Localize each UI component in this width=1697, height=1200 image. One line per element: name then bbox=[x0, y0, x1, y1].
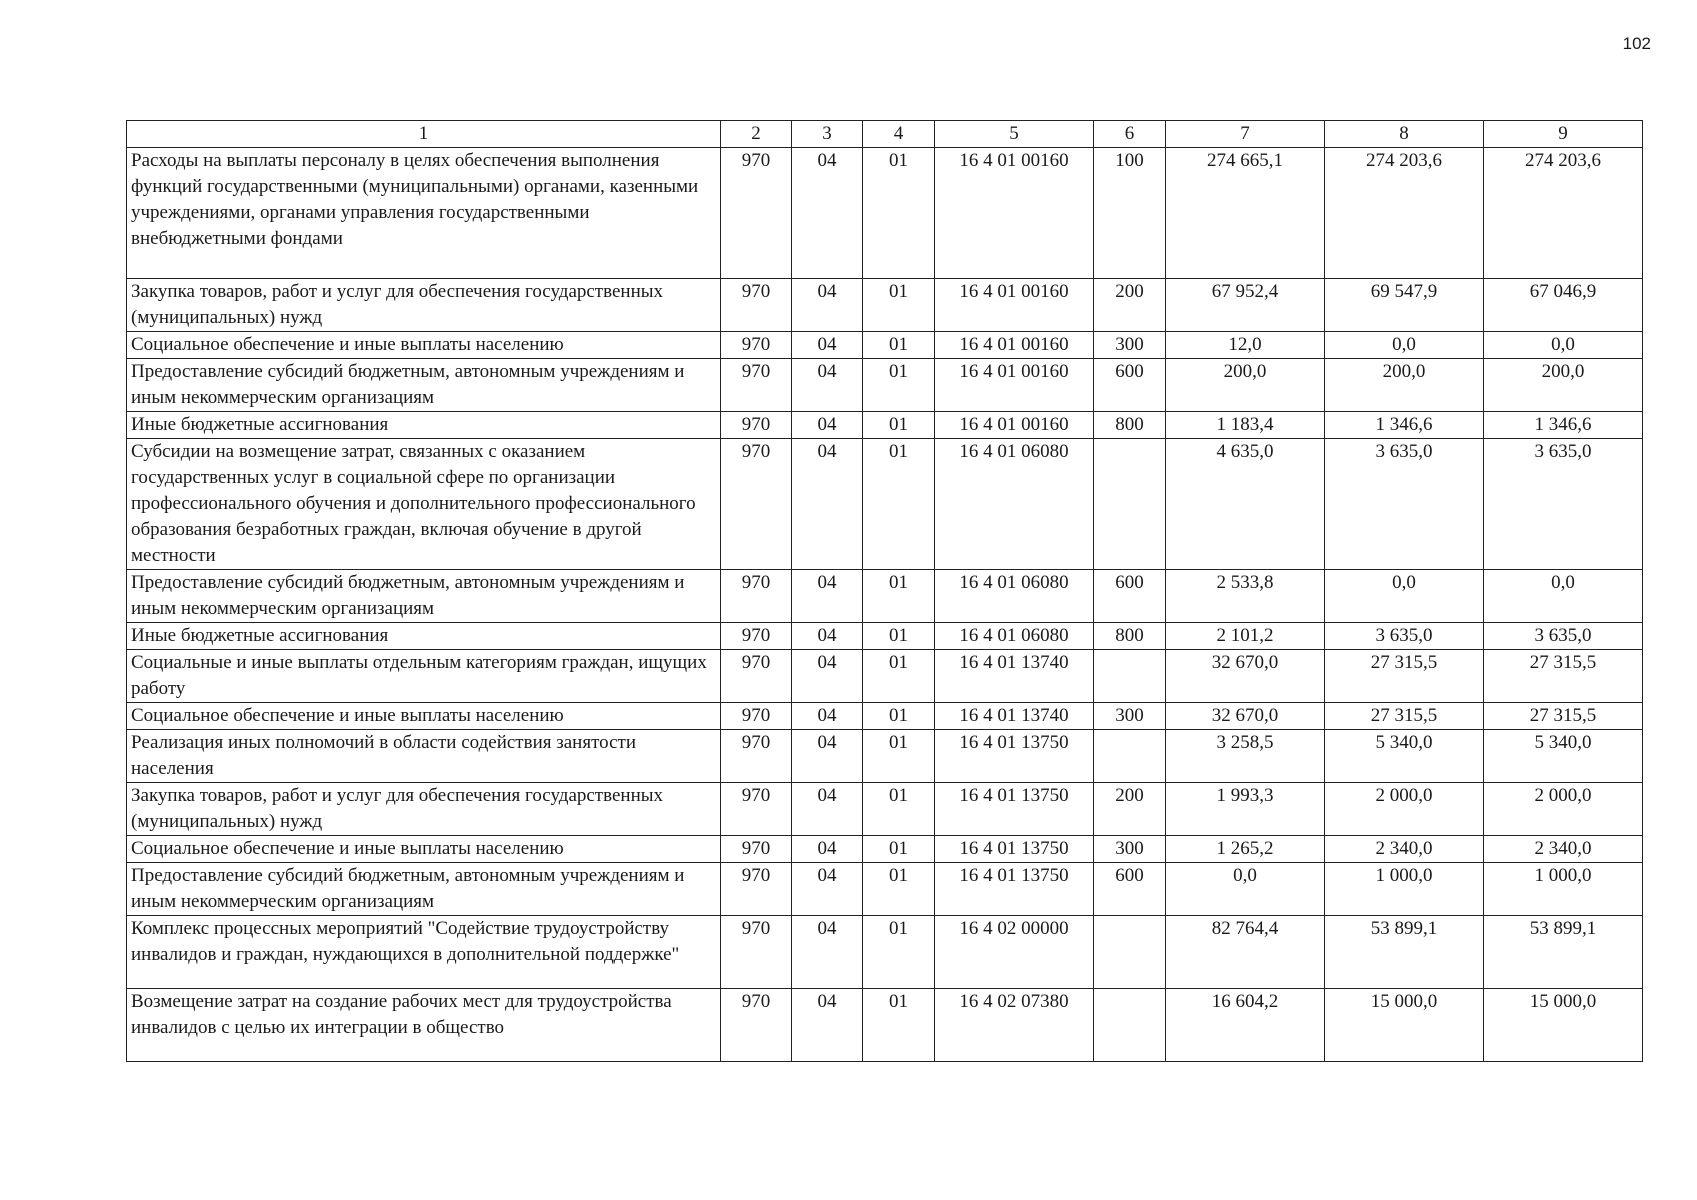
row-code-cell bbox=[1094, 989, 1166, 1062]
row-code-cell: 16 4 01 13740 bbox=[935, 650, 1094, 703]
row-code-cell: 01 bbox=[863, 836, 935, 863]
row-amount-cell: 1 265,2 bbox=[1166, 836, 1325, 863]
row-amount-cell: 12,0 bbox=[1166, 332, 1325, 359]
row-amount-cell: 16 604,2 bbox=[1166, 989, 1325, 1062]
row-code-cell: 970 bbox=[721, 332, 792, 359]
row-amount-cell: 67 046,9 bbox=[1484, 279, 1643, 332]
table-row bbox=[127, 279, 1643, 332]
row-code-cell: 04 bbox=[792, 783, 863, 836]
row-name-cell: Социальное обеспечение и иные выплаты населению bbox=[127, 703, 721, 730]
header-cell: 9 bbox=[1484, 121, 1643, 148]
row-amount-cell: 3 635,0 bbox=[1484, 623, 1643, 650]
row-name-cell: Иные бюджетные ассигнования bbox=[127, 623, 721, 650]
row-code-cell: 04 bbox=[792, 332, 863, 359]
row-amount-cell: 3 258,5 bbox=[1166, 730, 1325, 783]
header-cell: 5 bbox=[935, 121, 1094, 148]
row-amount-cell: 1 993,3 bbox=[1166, 783, 1325, 836]
row-amount-cell: 3 635,0 bbox=[1325, 439, 1484, 570]
row-amount-cell: 200,0 bbox=[1166, 359, 1325, 412]
row-code-cell: 300 bbox=[1094, 836, 1166, 863]
row-code-cell: 04 bbox=[792, 623, 863, 650]
row-code-cell: 04 bbox=[792, 916, 863, 989]
row-name-cell: Социальное обеспечение и иные выплаты населению bbox=[127, 836, 721, 863]
row-name-cell: Закупка товаров, работ и услуг для обеспечения государственных (муниципальных) нужд bbox=[127, 783, 721, 836]
row-code-cell bbox=[1094, 916, 1166, 989]
row-code-cell bbox=[1094, 439, 1166, 570]
row-name-cell: Субсидии на возмещение затрат, связанных с оказанием государственных услуг в социальной сфере по организации профессионального обучения и дополнительного профессионального образования безработных граждан, включая обучение в другой местности bbox=[127, 439, 721, 570]
row-amount-cell: 1 000,0 bbox=[1484, 863, 1643, 916]
row-code-cell: 200 bbox=[1094, 783, 1166, 836]
row-code-cell: 600 bbox=[1094, 570, 1166, 623]
row-name-cell: Социальное обеспечение и иные выплаты населению bbox=[127, 332, 721, 359]
row-amount-cell: 1 346,6 bbox=[1325, 412, 1484, 439]
row-amount-cell: 15 000,0 bbox=[1325, 989, 1484, 1062]
row-amount-cell: 2 000,0 bbox=[1484, 783, 1643, 836]
row-code-cell: 04 bbox=[792, 703, 863, 730]
row-code-cell: 970 bbox=[721, 279, 792, 332]
row-code-cell: 01 bbox=[863, 730, 935, 783]
row-code-cell: 01 bbox=[863, 703, 935, 730]
page-number: 102 bbox=[1622, 34, 1651, 53]
row-amount-cell: 0,0 bbox=[1325, 332, 1484, 359]
table-body bbox=[127, 148, 1643, 1062]
row-code-cell: 970 bbox=[721, 148, 792, 279]
row-name-cell: Комплекс процессных мероприятий "Содействие трудоустройству инвалидов и граждан, нуждающихся в дополнительной поддержке" bbox=[127, 916, 721, 989]
row-amount-cell: 0,0 bbox=[1325, 570, 1484, 623]
row-name-cell: Социальные и иные выплаты отдельным категориям граждан, ищущих работу bbox=[127, 650, 721, 703]
table-row bbox=[127, 332, 1643, 359]
row-amount-cell: 274 203,6 bbox=[1484, 148, 1643, 279]
row-code-cell: 16 4 01 13750 bbox=[935, 836, 1094, 863]
row-code-cell: 01 bbox=[863, 623, 935, 650]
table-row bbox=[127, 703, 1643, 730]
row-amount-cell: 2 101,2 bbox=[1166, 623, 1325, 650]
row-name-cell: Закупка товаров, работ и услуг для обеспечения государственных (муниципальных) нужд bbox=[127, 279, 721, 332]
row-amount-cell: 27 315,5 bbox=[1325, 703, 1484, 730]
budget-table bbox=[126, 120, 1643, 1062]
row-amount-cell: 2 340,0 bbox=[1325, 836, 1484, 863]
row-amount-cell: 2 340,0 bbox=[1484, 836, 1643, 863]
table-row bbox=[127, 730, 1643, 783]
row-amount-cell: 0,0 bbox=[1484, 332, 1643, 359]
table-row bbox=[127, 439, 1643, 570]
row-code-cell: 970 bbox=[721, 359, 792, 412]
row-amount-cell: 1 183,4 bbox=[1166, 412, 1325, 439]
row-code-cell: 16 4 01 13750 bbox=[935, 730, 1094, 783]
row-amount-cell: 15 000,0 bbox=[1484, 989, 1643, 1062]
row-code-cell: 970 bbox=[721, 916, 792, 989]
row-code-cell: 970 bbox=[721, 863, 792, 916]
row-code-cell: 04 bbox=[792, 863, 863, 916]
row-amount-cell: 67 952,4 bbox=[1166, 279, 1325, 332]
row-code-cell: 16 4 01 00160 bbox=[935, 359, 1094, 412]
row-code-cell: 01 bbox=[863, 783, 935, 836]
row-amount-cell: 3 635,0 bbox=[1325, 623, 1484, 650]
row-code-cell: 970 bbox=[721, 783, 792, 836]
row-code-cell: 04 bbox=[792, 148, 863, 279]
row-code-cell: 600 bbox=[1094, 359, 1166, 412]
row-code-cell: 04 bbox=[792, 570, 863, 623]
row-name-cell: Предоставление субсидий бюджетным, автономным учреждениям и иным некоммерческим организациям bbox=[127, 570, 721, 623]
row-code-cell: 01 bbox=[863, 359, 935, 412]
header-row bbox=[127, 121, 1643, 148]
row-code-cell: 04 bbox=[792, 359, 863, 412]
row-code-cell: 01 bbox=[863, 989, 935, 1062]
row-code-cell: 16 4 02 00000 bbox=[935, 916, 1094, 989]
row-name-cell: Расходы на выплаты персоналу в целях обеспечения выполнения функций государственными (муниципальными) органами, казенными учреждениями, органами управления государственными внебюджетными фондами bbox=[127, 148, 721, 279]
row-code-cell: 970 bbox=[721, 412, 792, 439]
header-cell: 7 bbox=[1166, 121, 1325, 148]
row-amount-cell: 27 315,5 bbox=[1484, 650, 1643, 703]
row-code-cell: 600 bbox=[1094, 863, 1166, 916]
row-code-cell: 970 bbox=[721, 570, 792, 623]
table-row bbox=[127, 989, 1643, 1062]
row-name-cell: Предоставление субсидий бюджетным, автономным учреждениям и иным некоммерческим организациям bbox=[127, 863, 721, 916]
row-code-cell: 04 bbox=[792, 279, 863, 332]
row-code-cell: 970 bbox=[721, 730, 792, 783]
header-cell: 3 bbox=[792, 121, 863, 148]
header-cell: 6 bbox=[1094, 121, 1166, 148]
row-amount-cell: 200,0 bbox=[1484, 359, 1643, 412]
row-code-cell: 04 bbox=[792, 989, 863, 1062]
row-code-cell: 300 bbox=[1094, 332, 1166, 359]
table-row bbox=[127, 359, 1643, 412]
row-code-cell bbox=[1094, 730, 1166, 783]
row-amount-cell: 5 340,0 bbox=[1484, 730, 1643, 783]
row-code-cell: 01 bbox=[863, 650, 935, 703]
row-amount-cell: 3 635,0 bbox=[1484, 439, 1643, 570]
row-code-cell: 01 bbox=[863, 916, 935, 989]
row-code-cell: 01 bbox=[863, 148, 935, 279]
row-amount-cell: 53 899,1 bbox=[1484, 916, 1643, 989]
row-code-cell: 16 4 01 00160 bbox=[935, 279, 1094, 332]
header-cell: 1 bbox=[127, 121, 721, 148]
row-code-cell: 16 4 01 00160 bbox=[935, 332, 1094, 359]
row-code-cell: 970 bbox=[721, 439, 792, 570]
row-name-cell: Иные бюджетные ассигнования bbox=[127, 412, 721, 439]
row-code-cell: 04 bbox=[792, 439, 863, 570]
row-code-cell: 970 bbox=[721, 623, 792, 650]
row-code-cell: 16 4 01 13750 bbox=[935, 863, 1094, 916]
row-code-cell: 16 4 01 00160 bbox=[935, 412, 1094, 439]
table-row bbox=[127, 916, 1643, 989]
table-row bbox=[127, 148, 1643, 279]
row-amount-cell: 0,0 bbox=[1484, 570, 1643, 623]
row-name-cell: Реализация иных полномочий в области содействия занятости населения bbox=[127, 730, 721, 783]
table-row bbox=[127, 650, 1643, 703]
row-code-cell: 16 4 01 06080 bbox=[935, 439, 1094, 570]
row-code-cell: 01 bbox=[863, 863, 935, 916]
row-code-cell: 100 bbox=[1094, 148, 1166, 279]
row-code-cell: 04 bbox=[792, 730, 863, 783]
row-code-cell: 16 4 02 07380 bbox=[935, 989, 1094, 1062]
table-row bbox=[127, 783, 1643, 836]
row-amount-cell: 5 340,0 bbox=[1325, 730, 1484, 783]
row-amount-cell: 82 764,4 bbox=[1166, 916, 1325, 989]
row-code-cell: 01 bbox=[863, 332, 935, 359]
row-amount-cell: 274 665,1 bbox=[1166, 148, 1325, 279]
row-name-cell: Предоставление субсидий бюджетным, автономным учреждениям и иным некоммерческим организациям bbox=[127, 359, 721, 412]
row-amount-cell: 274 203,6 bbox=[1325, 148, 1484, 279]
row-code-cell: 04 bbox=[792, 412, 863, 439]
header-cell: 2 bbox=[721, 121, 792, 148]
table-row bbox=[127, 412, 1643, 439]
row-code-cell: 04 bbox=[792, 836, 863, 863]
row-code-cell: 800 bbox=[1094, 412, 1166, 439]
row-code-cell: 16 4 01 13740 bbox=[935, 703, 1094, 730]
row-amount-cell: 69 547,9 bbox=[1325, 279, 1484, 332]
row-code-cell: 16 4 01 06080 bbox=[935, 623, 1094, 650]
table-row bbox=[127, 836, 1643, 863]
row-amount-cell: 53 899,1 bbox=[1325, 916, 1484, 989]
row-amount-cell: 0,0 bbox=[1166, 863, 1325, 916]
row-amount-cell: 27 315,5 bbox=[1484, 703, 1643, 730]
row-amount-cell: 2 000,0 bbox=[1325, 783, 1484, 836]
row-name-cell: Возмещение затрат на создание рабочих мест для трудоустройства инвалидов с целью их интеграции в общество bbox=[127, 989, 721, 1062]
row-code-cell: 970 bbox=[721, 989, 792, 1062]
header-cell: 8 bbox=[1325, 121, 1484, 148]
header-cell: 4 bbox=[863, 121, 935, 148]
row-code-cell: 800 bbox=[1094, 623, 1166, 650]
row-code-cell: 16 4 01 00160 bbox=[935, 148, 1094, 279]
row-amount-cell: 32 670,0 bbox=[1166, 650, 1325, 703]
row-code-cell: 970 bbox=[721, 836, 792, 863]
row-code-cell: 01 bbox=[863, 439, 935, 570]
row-code-cell: 16 4 01 06080 bbox=[935, 570, 1094, 623]
row-code-cell: 16 4 01 13750 bbox=[935, 783, 1094, 836]
row-amount-cell: 1 000,0 bbox=[1325, 863, 1484, 916]
row-code-cell: 200 bbox=[1094, 279, 1166, 332]
row-amount-cell: 200,0 bbox=[1325, 359, 1484, 412]
row-code-cell: 970 bbox=[721, 703, 792, 730]
row-code-cell: 04 bbox=[792, 650, 863, 703]
row-amount-cell: 2 533,8 bbox=[1166, 570, 1325, 623]
row-code-cell: 01 bbox=[863, 570, 935, 623]
table-row bbox=[127, 623, 1643, 650]
row-amount-cell: 32 670,0 bbox=[1166, 703, 1325, 730]
row-code-cell: 970 bbox=[721, 650, 792, 703]
row-code-cell: 300 bbox=[1094, 703, 1166, 730]
table-row bbox=[127, 570, 1643, 623]
row-code-cell bbox=[1094, 650, 1166, 703]
row-code-cell: 01 bbox=[863, 412, 935, 439]
table-row bbox=[127, 863, 1643, 916]
row-amount-cell: 27 315,5 bbox=[1325, 650, 1484, 703]
row-amount-cell: 1 346,6 bbox=[1484, 412, 1643, 439]
row-code-cell: 01 bbox=[863, 279, 935, 332]
row-amount-cell: 4 635,0 bbox=[1166, 439, 1325, 570]
